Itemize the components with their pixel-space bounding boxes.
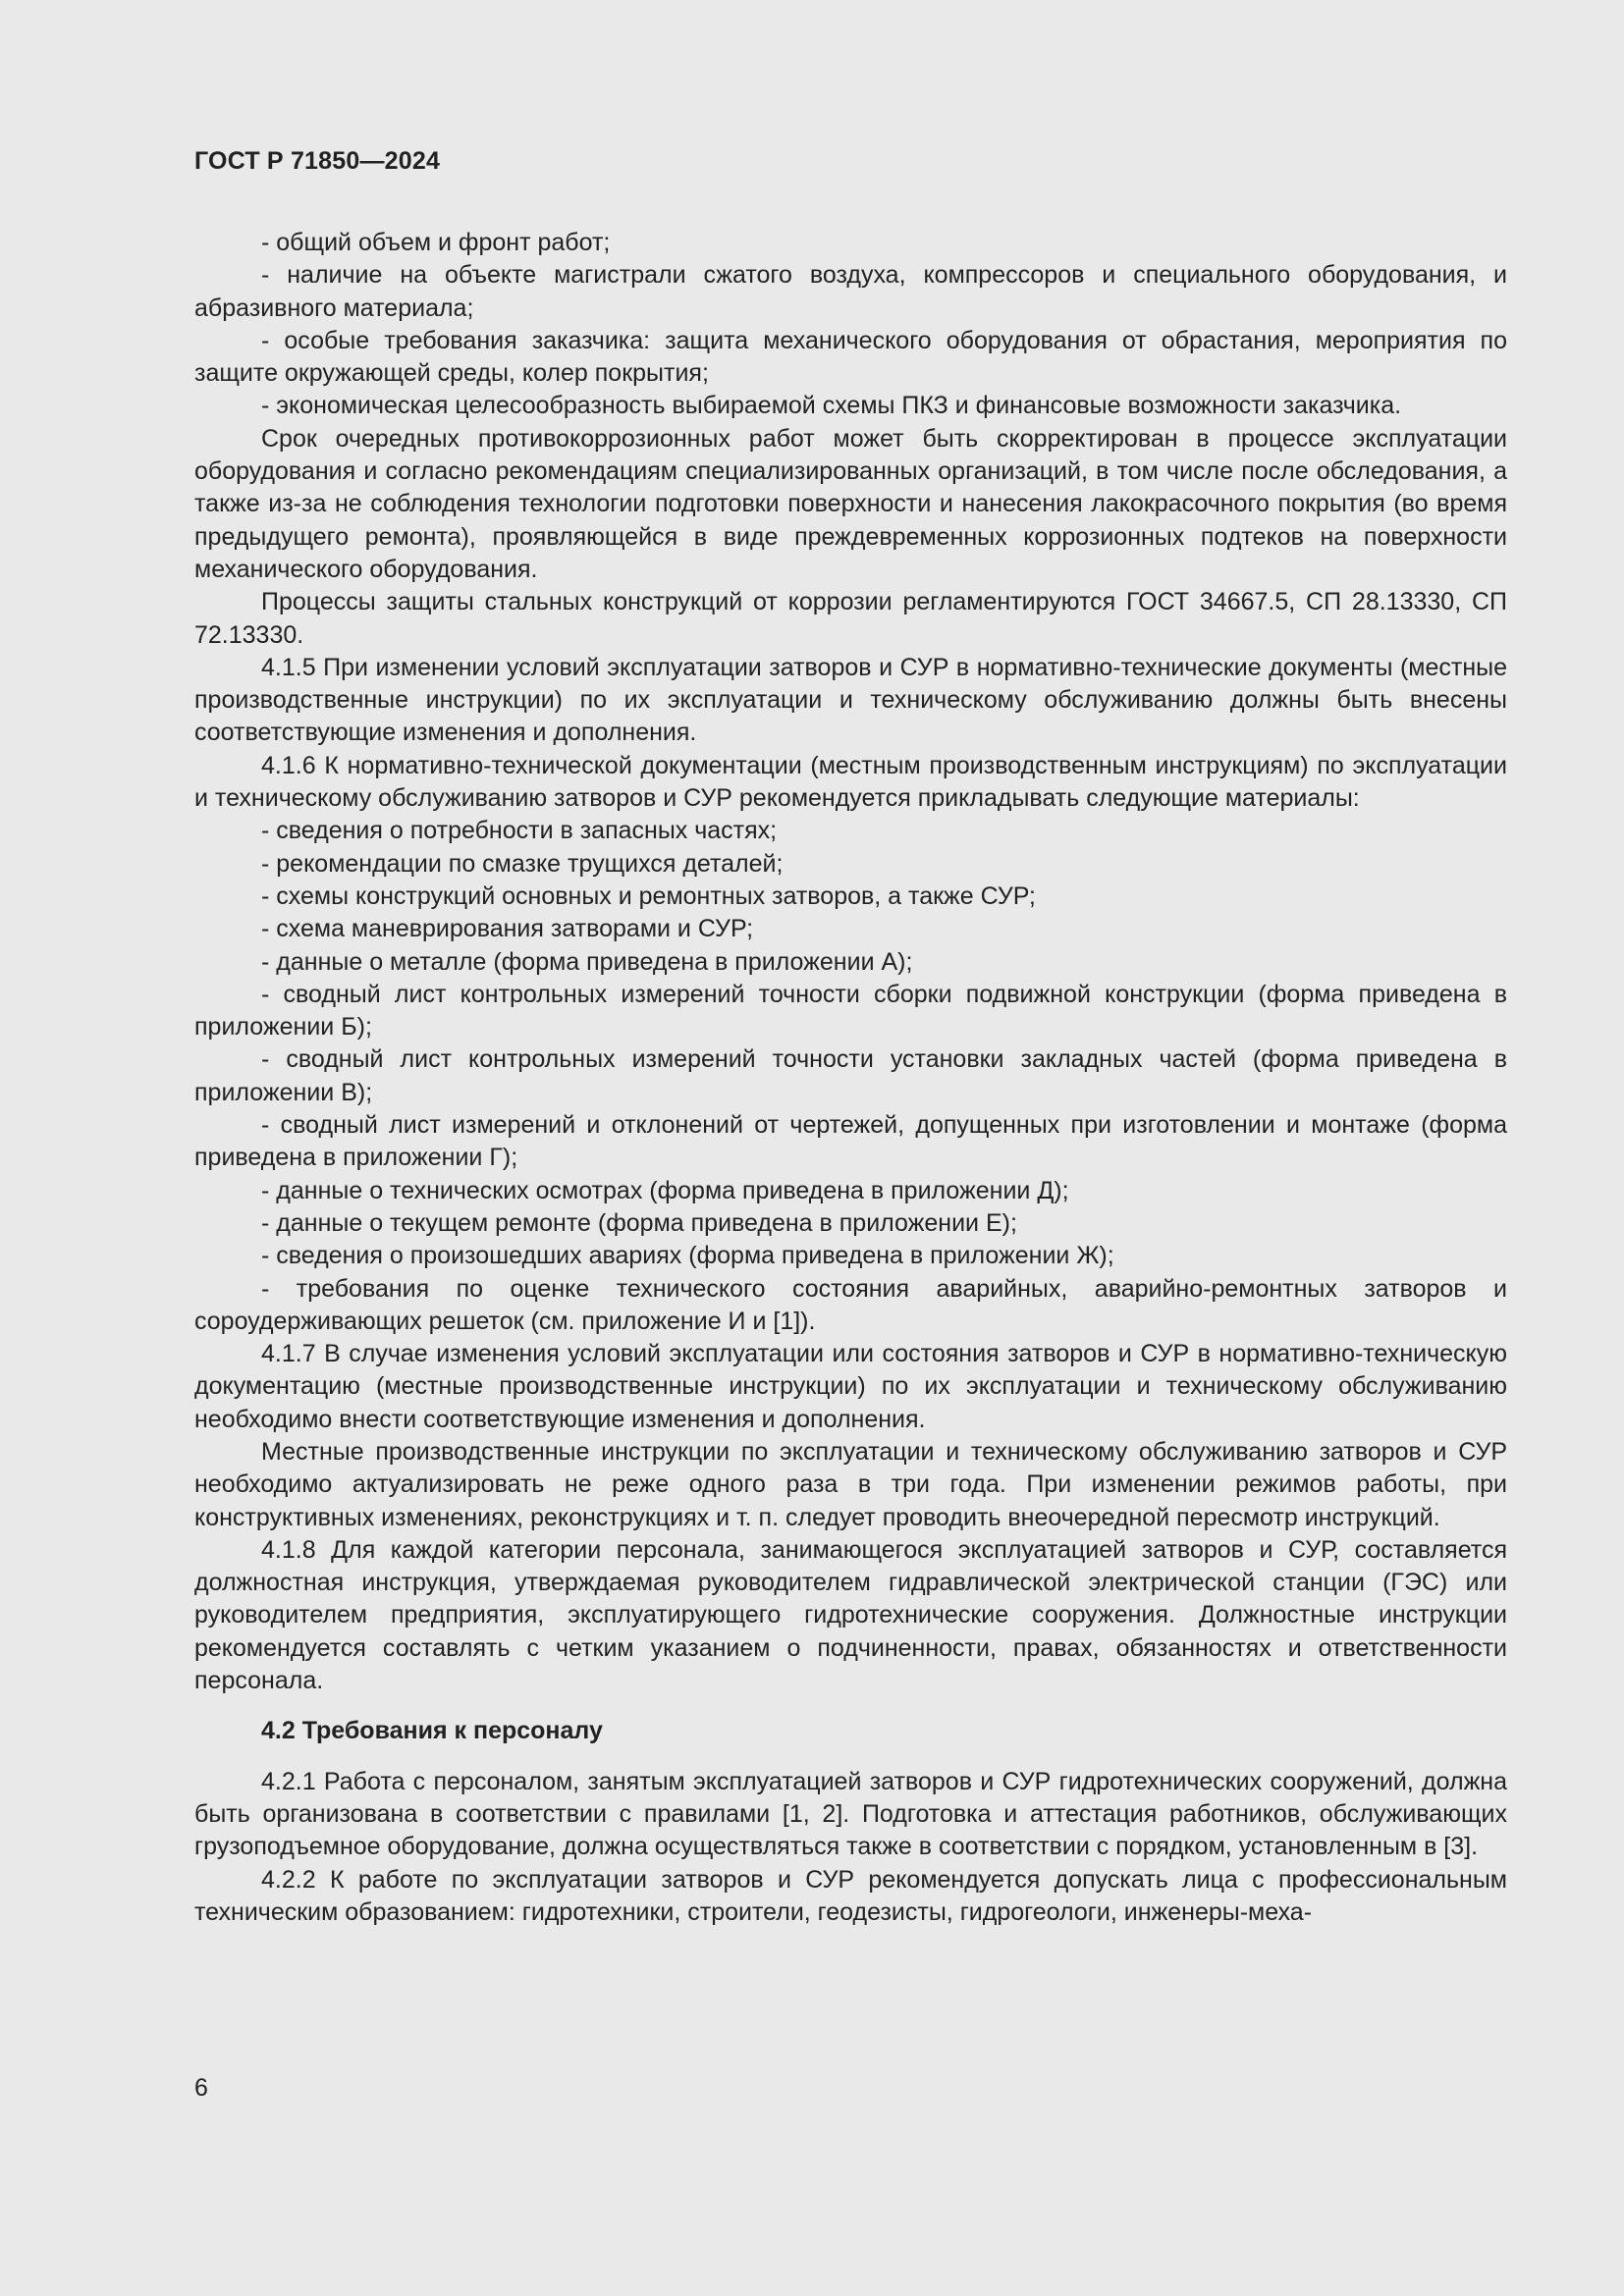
paragraph: - наличие на объекте магистрали сжатого воздуха, компрессоров и специального оборудования, и абразивного материала; [194,261,1507,322]
list-item: - сведения о потребности в запасных частях; [261,817,778,845]
paragraph: - экономическая целесообразность выбираемой схемы ПКЗ и финансовые возможности заказчика. [261,392,1402,420]
paragraph: 4.1.8 Для каждой категории персонала, занимающегося эксплуатацией затворов и СУР, составляется должностная инструкция, утверждаемая руководителем гидравлической электрической станции (ГЭС) или руководителем предприятия, эксплуатирующего гидротехнические сооружения. Должностные инструкции рекомендуется составлять с четким указанием о подчиненности, правах, обязанностях и ответственности персонала. [194,1535,1507,1695]
list-item: - рекомендации по смазке трущихся деталей; [261,849,784,878]
section-heading: 4.2 Требования к персоналу [261,1717,603,1745]
list-item: - данные о текущем ремонте (форма приведена в приложении Е); [261,1208,1017,1237]
list-item: - данные о технических осмотрах (форма приведена в приложении Д); [261,1176,1069,1204]
paragraph-group-a [194,227,1507,1697]
list-item: - схема маневрирования затворами и СУР; [261,915,754,943]
list-item: - сводный лист контрольных измерений точности установки закладных частей (форма приведена в приложении В); [194,1045,1507,1106]
paragraph: Местные производственные инструкции по эксплуатации и техническому обслуживанию затворов и СУР необходимо актуализировать не реже одного раза в три года. При изменении режимов работы, при конструктивных изменениях, реконструкциях и т. п. следует проводить внеочередной пересмотр инструкций. [194,1437,1507,1531]
paragraph: - особые требования заказчика: защита механического оборудования от обрастания, мероприятия по защите окружающей среды, колер покрытия; [194,326,1507,388]
document-body [194,227,1507,1929]
list-item: - требования по оценке технического состояния аварийных, аварийно-ремонтных затворов и сороудерживающих решеток (см. приложение И и [1]). [194,1274,1507,1335]
list-item: - сведения о произошедших авариях (форма приведена в приложении Ж); [261,1242,1114,1270]
page-number: 6 [194,2074,208,2102]
paragraph: - общий объем и фронт работ; [261,229,611,256]
paragraph: Процессы защиты стальных конструкций от коррозии регламентируются ГОСТ 34667.5, СП 28.13330, СП 72.13330. [194,588,1507,649]
paragraph: 4.1.5 При изменении условий эксплуатации затворов и СУР в нормативно-технические документы (местные производственные инструкции) по их эксплуатации и техническому обслуживанию должны быть внесены соответствующие изменения и дополнения. [194,653,1507,747]
paragraph: 4.2.2 К работе по эксплуатации затворов и СУР рекомендуется допускать лица с профессиональным техническим образованием: гидротехники, строители, геодезисты, гидрогеологи, инженеры-меха- [194,1865,1507,1926]
paragraph: Срок очередных противокоррозионных работ может быть скорректирован в процессе эксплуатации оборудования и согласно рекомендациям специализированных организаций, в том числе после обследования, а также из-за не соблюдения технологии подготовки поверхности и нанесения лакокрасочного покрытия (во время предыдущего ремонта), проявляющейся в виде преждевременных коррозионных подтеков на поверхности механического оборудования. [194,424,1507,583]
list-item: - данные о металле (форма приведена в приложении А); [261,947,913,976]
paragraph: 4.2.1 Работа с персоналом, занятым эксплуатацией затворов и СУР гидротехнических сооружений, должна быть организована в соответствии с правилами [1, 2]. Подготовка и аттестация работников, обслуживающих грузоподъемное оборудование, должна осуществляться также в соответствии с порядком, установленным в [3]. [194,1767,1507,1861]
paragraph: 4.1.6 К нормативно-технической документации (местным производственным инструкциям) по эксплуатации и техническому обслуживанию затворов и СУР рекомендуется прикладывать следующие материалы: [194,751,1507,813]
paragraph: 4.1.7 В случае изменения условий эксплуатации или состояния затворов и СУР в нормативно-техническую документацию (местные производственные инструкции) по их эксплуатации и техническому обслуживанию необходимо внести соответствующие изменения и дополнения. [194,1340,1507,1433]
list-item: - сводный лист измерений и отклонений от чертежей, допущенных при изготовлении и монтаже (форма приведена в приложении Г); [194,1111,1507,1172]
list-item: - схемы конструкций основных и ремонтных затворов, а также СУР; [261,881,1036,910]
paragraph-group-b [194,1766,1507,1929]
list-item: - сводный лист контрольных измерений точности сборки подвижной конструкции (форма приведена в приложении Б); [194,980,1507,1041]
document-code-header: ГОСТ Р 71850—2024 [194,147,441,175]
